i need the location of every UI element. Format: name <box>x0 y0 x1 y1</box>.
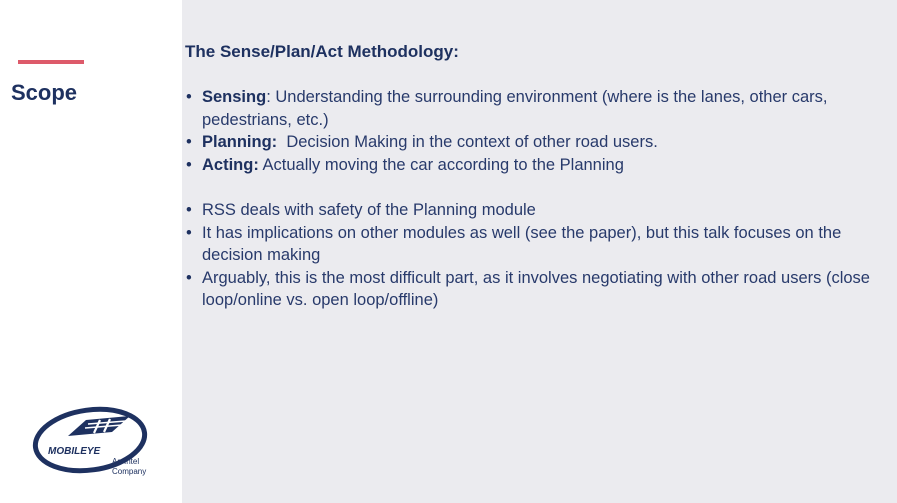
bullet-term: Acting: <box>202 155 259 174</box>
list-item <box>185 131 890 154</box>
logo-tagline-line-1: An Intel <box>112 457 140 466</box>
slide-content <box>185 40 890 312</box>
logo-tagline <box>112 457 146 477</box>
bullet-term: Sensing <box>202 88 267 106</box>
spacer <box>185 176 890 199</box>
list-item <box>185 154 890 177</box>
list-item <box>185 86 890 131</box>
bullet-term: Planning: <box>202 133 278 151</box>
bullet-text: Actually moving the car according to the Planning <box>258 155 624 174</box>
slide-title: Scope <box>11 80 78 105</box>
sidebar <box>0 0 182 503</box>
list-item: • It has implications on other modules as well (see the paper), but this talk focuses on the decision making <box>185 222 890 267</box>
notes-list <box>185 199 890 312</box>
methodology-list <box>185 86 890 176</box>
list-item: • RSS deals with safety of the Planning module <box>185 199 890 222</box>
content-heading: The Sense/Plan/Act Methodology: <box>185 42 459 61</box>
bullet-text: Decision Making in the context of other road users. <box>277 133 658 151</box>
logo-wordmark: MOBILEYE <box>48 446 101 457</box>
logo-tagline-line-2: Company <box>112 467 147 476</box>
accent-bar <box>18 60 84 64</box>
bullet-text: : Understanding the surrounding environment (where is the lanes, other cars, pedestrians, etc.) <box>202 88 828 129</box>
list-item: • Arguably, this is the most difficult part, as it involves negotiating with other road users (close loop/online vs. open loop/offline) <box>185 267 890 312</box>
